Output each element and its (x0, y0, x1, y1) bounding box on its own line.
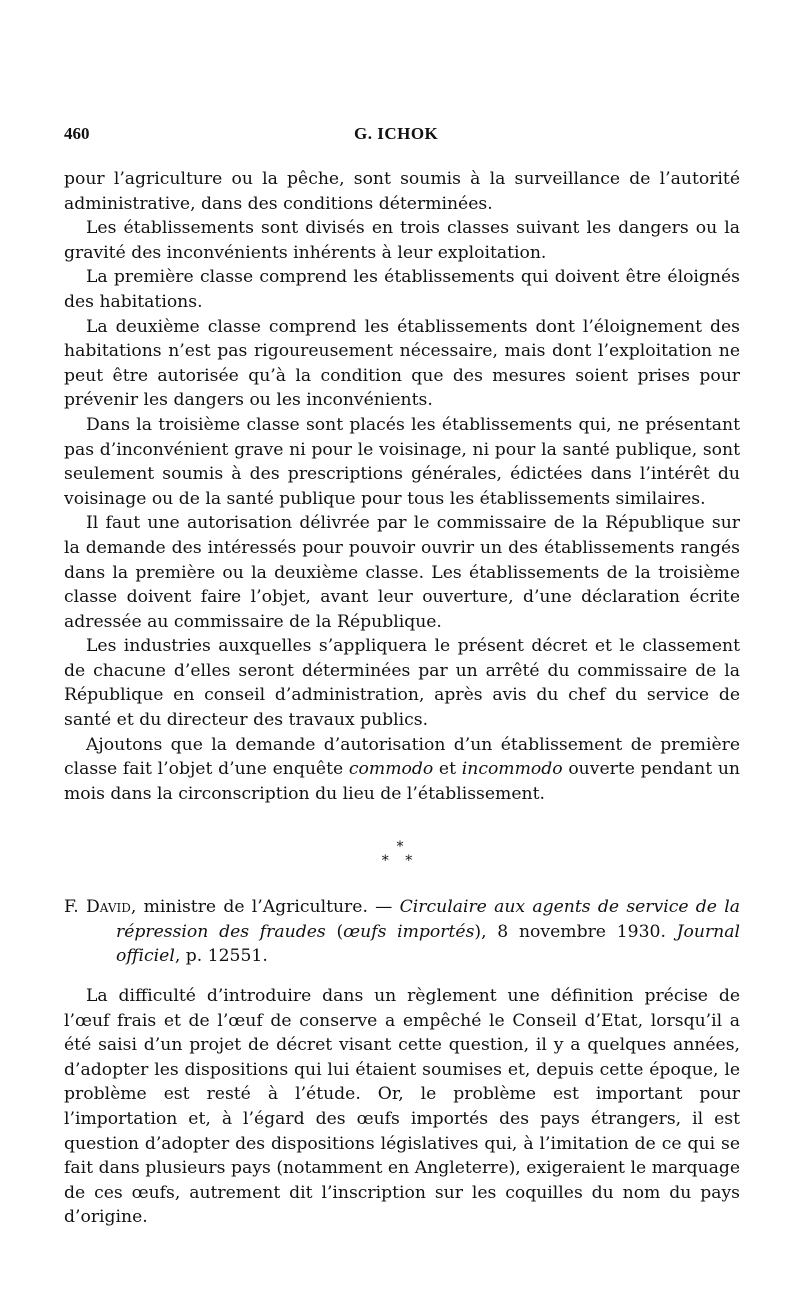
paragraph (64, 733, 740, 807)
text-run: ouverte pendant un mois dans la circonscription du lieu de l’établissement. (64, 759, 740, 804)
author-initial: F. (64, 897, 86, 917)
text-run: et (433, 759, 462, 780)
source-subject: œufs importés (343, 921, 475, 942)
author-surname: David (85, 897, 131, 917)
asterism-top: * (396, 839, 404, 855)
body-section-2 (64, 984, 740, 1230)
source-citation (64, 895, 740, 969)
paragraph: La première classe comprend les établissements qui doivent être éloignés des habitations. (64, 267, 740, 312)
paragraph: Il faut une autorisation délivrée par le commissaire de la République sur la demande des intéressés pour pouvoir ouvrir un des établissements rangés dans la première ou la deuxième classe. Les établissements de la troisième classe doivent faire l’objet, avant leur ouverture, d’une déclaration écrite adressée au commissaire de la République. (64, 513, 740, 632)
page-header (64, 124, 740, 148)
paragraph: Dans la troisième classe sont placés les établissements qui, ne présentant pas d’inconvénient grave ni pour le voisinage, ni pour la santé publique, sont seulement soumis à des prescriptions générales, édictées dans l’intérêt du voisinage ou de la santé publique pour tous les établissements similaires. (64, 414, 740, 509)
paragraph: La deuxième classe comprend les établissements dont l’éloignement des habitations n’est pas rigoureusement nécessaire, mais dont l’exploitation ne peut être autorisée qu’à la condition que des mesures soient prises pour prévenir les dangers ou les inconvénients. (64, 316, 740, 411)
paragraph: La difficulté d’introduire dans un règlement une définition précise de l’œuf frais et de l’œuf de conserve a empêché le Conseil d’Etat, lorsqu’il a été saisi d’un projet de décret visant cette question, il y a quelques années, d’adopter les dispositions qui lui étaient soumises et, depuis cette époque, le problème est resté à l’étude. Or, le problème est important pour l’importation et, à l’égard des œufs importés des pays étrangers, il est question d’adopter des dispositions législatives qui, à l’imitation de ce qui se fait dans plusieurs pays (notamment en Angleterre), exigeraient le marquage de ces œufs, autrement dit l’inscription sur les coquilles du nom du pays d’origine. (64, 986, 740, 1228)
paragraph: pour l’agriculture ou la pêche, sont soumis à la surveillance de l’autorité administrative, dans des conditions déterminées. (64, 169, 740, 214)
text-run: ( (325, 921, 344, 942)
text-run: Ajoutons que la demande d’autorisation d’un établissement de première classe fait l’objet d’une enquête (64, 734, 740, 780)
journal-name: Journal officiel (116, 921, 740, 967)
source-title: Circulaire aux agents de service de la répression des fraudes (116, 897, 740, 942)
page-reference: , p. 12551. (174, 946, 268, 967)
asterism-bottom: * * (381, 853, 419, 869)
paragraph: Les établissements sont divisés en trois classes suivant les dangers ou la gravité des inconvénients inhérents à leur exploitation. (64, 218, 740, 263)
italic-term: incommodo (461, 759, 563, 780)
asterism-separator (380, 840, 420, 870)
page-number: 460 (64, 124, 90, 143)
body-section-1 (64, 167, 740, 806)
paragraph: Les industries auxquelles s’appliquera le présent décret et le classement de chacune d’elles seront déterminées par un arrêté du commissaire de la République en conseil d’administration, après avis du chef du service de santé et du directeur des travaux publics. (64, 636, 740, 731)
text-run: ), 8 novembre 1930. (474, 921, 677, 942)
italic-term: commodo (348, 759, 434, 780)
running-head: G. ICHOK (354, 124, 439, 143)
author-role: , ministre de l’Agriculture. — (130, 897, 400, 917)
